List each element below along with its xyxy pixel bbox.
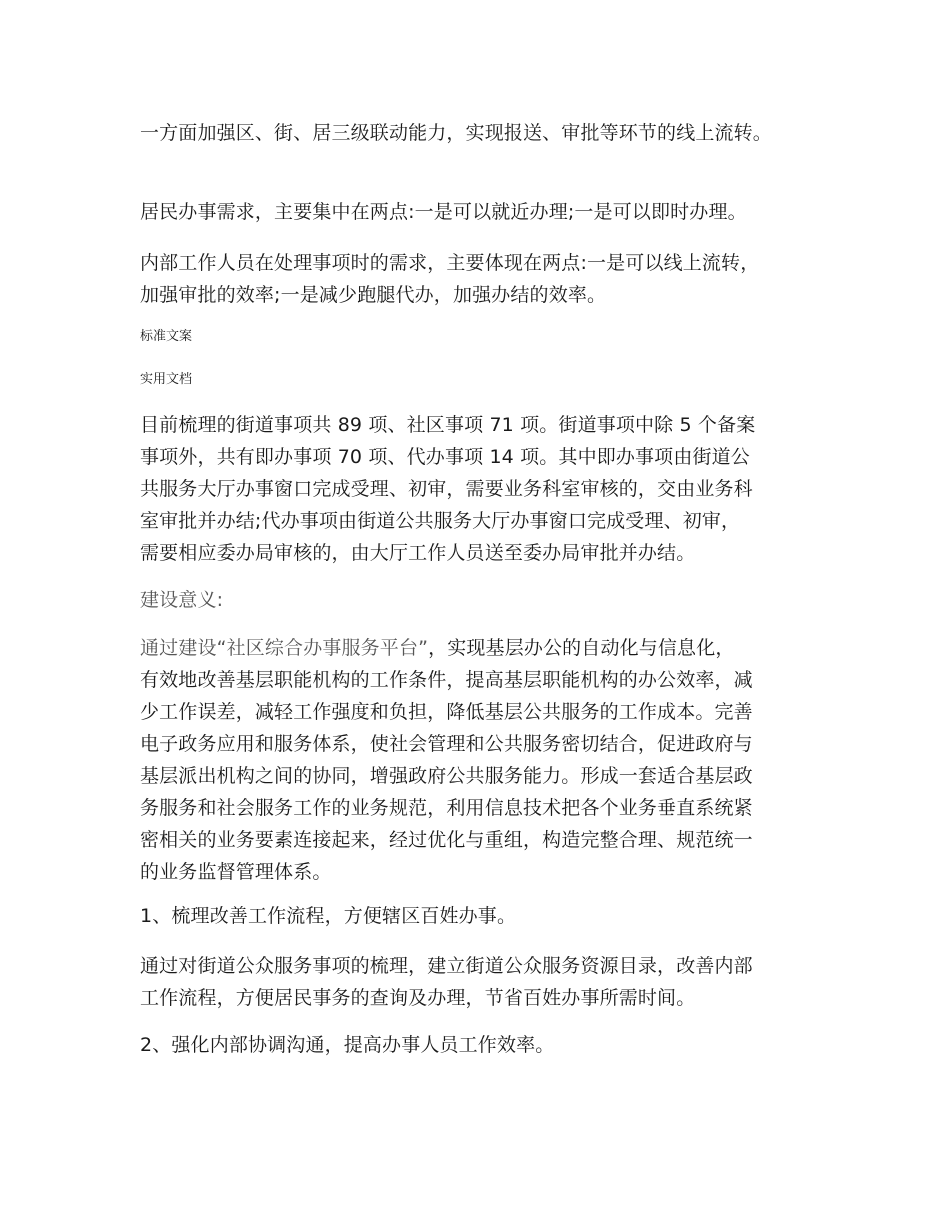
staff-needs-line-2: 加强审批的效率;一是减少跑腿代办，加强办结的效率。 — [140, 284, 607, 306]
significance-heading: 建设意义: — [140, 589, 224, 611]
significance-line-7: 密相关的业务要素连接起来，经过优化与重组，构造完整合理、规范统一 — [140, 829, 753, 851]
items-summary-line-3: 共服务大厅办事窗口完成受理、初审，需要业务科室审核的，交由业务科 — [140, 478, 753, 500]
significance-line-8: 的业务监督管理体系。 — [140, 861, 332, 883]
significance-line-3: 少工作误差，减轻工作强度和负担，降低基层公共服务的工作成本。完善 — [140, 701, 753, 723]
significance-line-2: 有效地改善基层职能机构的工作条件，提高基层职能机构的办公效率，减 — [140, 669, 753, 691]
items-summary-line-4: 室审批并办结;代办事项由街道公共服务大厅办事窗口完成受理、初审， — [140, 510, 741, 532]
watermark-label-standard: 标准文案 — [140, 329, 193, 344]
intro-line-1: 一方面加强区、街、居三级联动能力，实现报送、审批等环节的线上流转。 — [140, 122, 772, 144]
significance-line-5: 基层派出机构之间的协同，增强政府公共服务能力。形成一套适合基层政 — [140, 765, 753, 787]
significance-line-6: 务服务和社会服务工作的业务规范，利用信息技术把各个业务垂直系统紧 — [140, 797, 753, 819]
significance-line-4: 电子政务应用和服务体系，使社会管理和公共服务密切结合，促进政府与 — [140, 733, 753, 755]
staff-needs-line-1: 内部工作人员在处理事项时的需求，主要体现在两点:一是可以线上流转， — [140, 252, 760, 274]
point-1-line-1: 通过对街道公众服务事项的梳理，建立街道公众服务资源目录，改善内部 — [140, 955, 753, 977]
point-1-heading: 1、梳理改善工作流程，方便辖区百姓办事。 — [140, 905, 517, 927]
watermark-label-practical: 实用文档 — [140, 372, 193, 387]
point-1-line-2: 工作流程，方便居民事务的查询及办理，节省百姓办事所需时间。 — [140, 987, 696, 1009]
items-summary-line-1: 目前梳理的街道事项共 89 项、社区事项 71 项。街道事项中除 5 个备案 — [140, 414, 756, 436]
items-summary-line-5: 需要相应委办局审核的，由大厅工作人员送至委办局审批并办结。 — [140, 542, 696, 564]
point-2-heading: 2、强化内部协调沟通，提高办事人员工作效率。 — [140, 1034, 555, 1056]
platform-name-quote: 通过建设“社区综合办事服务平台” — [140, 637, 429, 659]
resident-needs-line-1: 居民办事需求，主要集中在两点:一是可以就近办理;一是可以即时办理。 — [140, 201, 747, 223]
items-summary-line-2: 事项外，共有即办事项 70 项、代办事项 14 项。其中即办事项由街道公 — [140, 446, 750, 468]
significance-line-1 — [140, 633, 735, 663]
significance-line-1-rest: ，实现基层办公的自动化与信息化， — [428, 637, 735, 659]
